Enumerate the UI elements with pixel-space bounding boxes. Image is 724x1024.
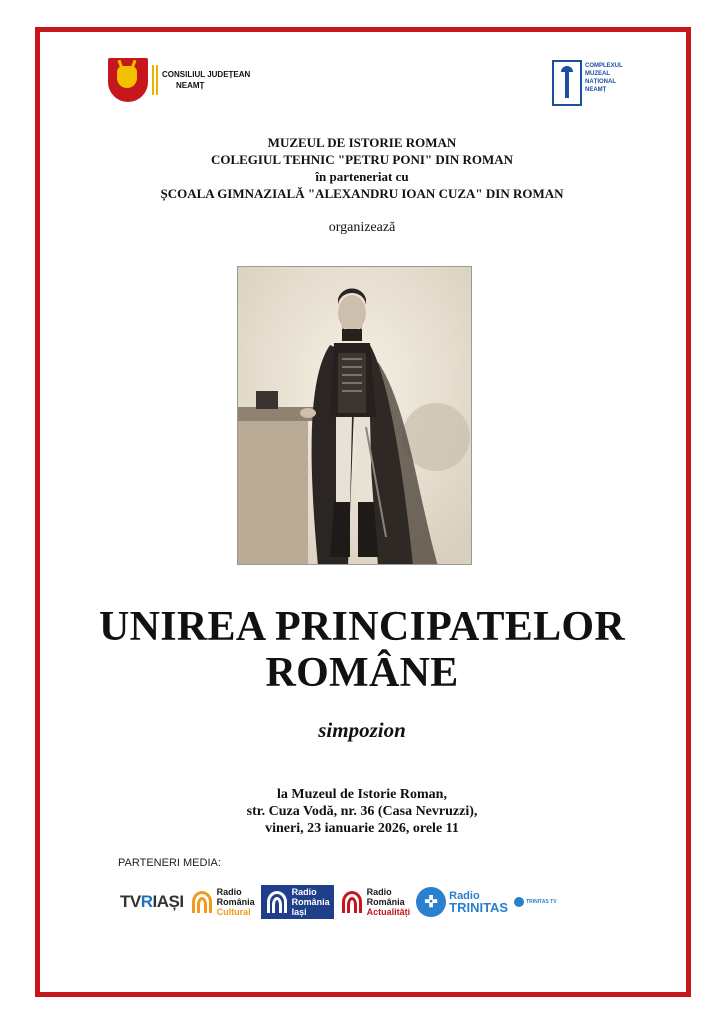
trinitas-tv-icon <box>514 897 524 907</box>
cultural-line3: Cultural <box>216 907 251 917</box>
wheat-icon <box>152 65 158 95</box>
actualitati-line1: Radio <box>366 887 392 897</box>
organizers-block <box>0 134 724 202</box>
organizes-text: organizează <box>328 220 396 235</box>
iasi-line3: Iași <box>291 907 307 917</box>
organizer-line: COLEGIUL TEHNIC "PETRU PONI" DIN ROMAN <box>210 152 514 167</box>
logo-right-line3: NAȚIONAL <box>585 79 616 85</box>
logo-left-line1: CONSILIUL JUDEȚEAN <box>162 70 251 79</box>
poster-title <box>0 604 724 696</box>
logo-left-line2: NEAMȚ <box>176 81 205 90</box>
venue-block <box>0 786 724 837</box>
cultural-line1: Radio <box>216 887 242 897</box>
logo-radio-romania-cultural <box>190 887 255 917</box>
logo-consiliul-judetean <box>108 58 250 102</box>
radio-waves-icon <box>190 887 214 917</box>
tvr-iasi-text: IAȘI <box>152 892 184 911</box>
cultural-line2: România <box>216 897 255 907</box>
actualitati-line2: România <box>366 897 405 907</box>
iasi-line2: România <box>291 897 330 907</box>
radio-waves-icon <box>265 887 289 917</box>
iasi-line1: Radio <box>291 887 317 897</box>
logo-tvr-iasi <box>120 892 184 912</box>
organizer-line: MUZEUL DE ISTORIE ROMAN <box>267 135 457 150</box>
logo-trinitas-tv <box>514 897 556 907</box>
county-crest-icon <box>108 58 148 102</box>
portrait-image <box>237 266 472 565</box>
title-line-2: ROMÂNE <box>265 650 459 696</box>
venue-line: vineri, 23 ianuarie 2026, orele 11 <box>265 821 459 836</box>
title-line-1: UNIREA PRINCIPATELOR <box>99 604 625 650</box>
tvr-tv-text: TV <box>120 892 141 911</box>
logo-radio-romania-iasi <box>261 885 334 919</box>
venue-line: str. Cuza Vodă, nr. 36 (Casa Nevruzzi), <box>246 804 478 819</box>
trinitas-line2: TRINITAS <box>449 900 509 915</box>
trinitas-line1: Radio <box>449 890 480 902</box>
logo-radio-trinitas <box>416 887 508 917</box>
venue-line: la Muzeul de Istorie Roman, <box>277 787 447 802</box>
poster-subtitle: simpozion <box>318 718 406 742</box>
logo-right-line1: COMPLEXUL <box>585 63 623 69</box>
media-partners-row <box>120 884 563 920</box>
cross-icon: ✜ <box>416 887 446 917</box>
logo-right-line4: NEAMȚ <box>585 87 607 93</box>
logo-complexul-muzeal <box>552 60 623 106</box>
media-partners-label: PARTENERI MEDIA: <box>118 857 221 869</box>
organizer-line: ȘCOALA GIMNAZIALĂ "ALEXANDRU IOAN CUZA" DIN ROMAN <box>160 186 564 201</box>
logo-radio-romania-actualitati <box>340 887 411 917</box>
trinitas-tv-text: TRINITAS TV <box>526 899 557 905</box>
actualitati-line3: Actualități <box>366 907 411 917</box>
tvr-r-text: R <box>140 892 153 911</box>
organizer-line: în parteneriat cu <box>315 169 409 184</box>
logo-right-line2: MUZEAL <box>585 71 610 77</box>
radio-waves-icon <box>340 887 364 917</box>
museum-emblem-icon <box>552 60 582 106</box>
